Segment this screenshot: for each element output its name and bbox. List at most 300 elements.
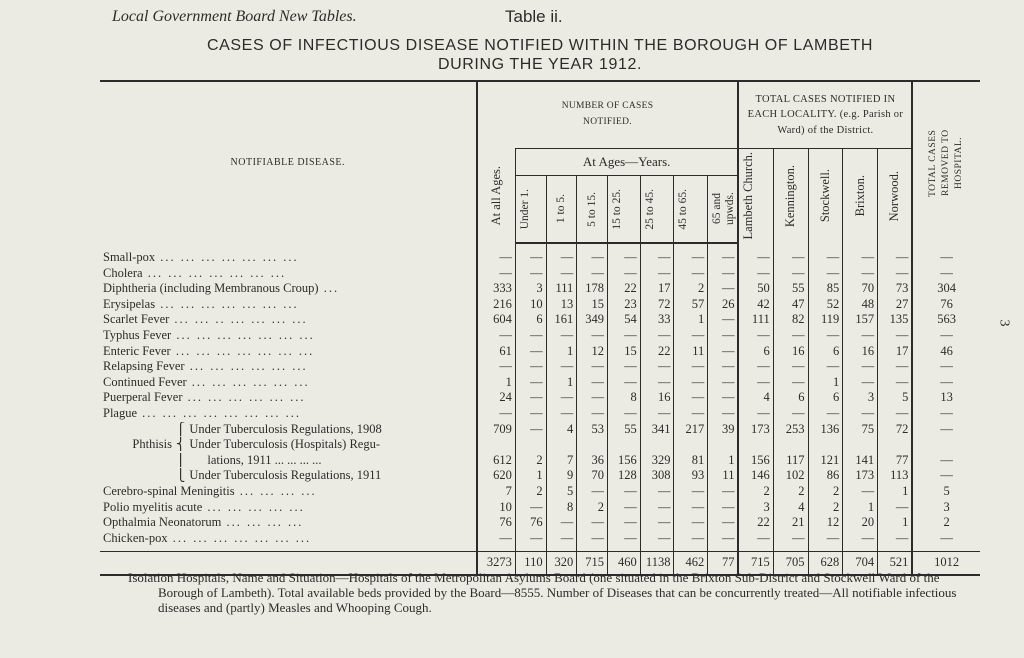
table-cell: — xyxy=(878,266,913,282)
table-cell: 563 xyxy=(912,312,980,328)
page-number: 3 xyxy=(996,319,1012,327)
table-cell: 2 xyxy=(674,281,708,297)
table-cell: 17 xyxy=(878,344,913,360)
table-cell: 10 xyxy=(515,297,546,313)
table-cell: — xyxy=(843,266,878,282)
table-cell: 304 xyxy=(912,281,980,297)
table-cell: — xyxy=(577,390,608,406)
table-cell: — xyxy=(808,531,843,547)
disease-name xyxy=(100,468,477,484)
table-cell: 3 xyxy=(515,281,546,297)
table-cell: 70 xyxy=(577,468,608,484)
table-cell: — xyxy=(640,375,674,391)
disease-label: Relapsing Fever xyxy=(103,359,185,374)
table-cell: — xyxy=(607,531,640,547)
table-cell: 12 xyxy=(577,344,608,360)
table-cell: — xyxy=(708,359,739,375)
table-cell: 16 xyxy=(640,390,674,406)
spacer-cell xyxy=(607,243,640,250)
table-cell: 85 xyxy=(808,281,843,297)
table-cell: — xyxy=(515,406,546,422)
table-cell: 52 xyxy=(808,297,843,313)
locality-stockwell-header: Stockwell. xyxy=(808,149,843,244)
table-cell: 53 xyxy=(577,422,608,438)
table-cell: — xyxy=(738,359,773,375)
table-cell: — xyxy=(738,531,773,547)
table-cell: — xyxy=(577,328,608,344)
table-cell: — xyxy=(843,406,878,422)
table-cell: — xyxy=(607,328,640,344)
table-cell: — xyxy=(878,406,913,422)
table-cell: 8 xyxy=(607,390,640,406)
number-group-header: NUMBER OF CASES NOTIFIED. xyxy=(477,81,739,149)
table-cell: 72 xyxy=(878,422,913,438)
disease-name xyxy=(100,375,477,391)
table-cell xyxy=(607,437,640,453)
table-cell: — xyxy=(773,531,808,547)
table-cell xyxy=(640,437,674,453)
table-cell: — xyxy=(708,312,739,328)
spacer-cell xyxy=(515,243,546,250)
table-row xyxy=(100,437,980,453)
table-cell: — xyxy=(843,250,878,266)
table-cell: — xyxy=(808,359,843,375)
table-cell: — xyxy=(773,406,808,422)
age-band-header: Under 1. xyxy=(515,176,546,244)
spacer-cell xyxy=(674,243,708,250)
table-row xyxy=(100,453,980,469)
brace-glyph: ⎨ xyxy=(176,437,186,452)
leader-dots: ... ... ... ... ... ... ... xyxy=(170,343,315,358)
table-cell: — xyxy=(577,531,608,547)
leader-dots: ... ... ... ... ... ... ... xyxy=(155,250,299,264)
table-cell: 72 xyxy=(640,297,674,313)
table-cell: — xyxy=(546,266,577,282)
table-cell: — xyxy=(708,266,739,282)
table-cell: 604 xyxy=(477,312,516,328)
table-cell: — xyxy=(912,422,980,438)
table-cell: 136 xyxy=(808,422,843,438)
table-cell: 7 xyxy=(477,484,516,500)
table-cell: 8 xyxy=(546,500,577,516)
table-cell: — xyxy=(843,375,878,391)
title-line-1: CASES OF INFECTIOUS DISEASE NOTIFIED WITHIN THE BOROUGH OF LAMBETH xyxy=(206,37,874,54)
table-cell: 46 xyxy=(912,344,980,360)
table-row xyxy=(100,375,980,391)
brace-glyph: ⎩ xyxy=(176,468,186,483)
table-cell: 1012 xyxy=(912,552,980,576)
table-cell: 2 xyxy=(912,515,980,531)
table-cell: 628 xyxy=(808,552,843,576)
table-cell: 3 xyxy=(738,500,773,516)
table-cell: — xyxy=(607,250,640,266)
table-cell: — xyxy=(878,359,913,375)
table-cell: 1 xyxy=(546,344,577,360)
locality-brixton-header: Brixton. xyxy=(843,149,878,244)
table-row xyxy=(100,515,980,531)
table-cell: 715 xyxy=(738,552,773,576)
all-ages-header: At all Ages. xyxy=(477,149,516,244)
table-cell: 2 xyxy=(808,484,843,500)
table-cell: 157 xyxy=(843,312,878,328)
table-cell: — xyxy=(640,328,674,344)
table-cell: — xyxy=(912,328,980,344)
disease-label: Continued Fever xyxy=(103,374,187,389)
brace-glyph: ⎧ xyxy=(176,421,186,436)
spacer-cell xyxy=(808,243,843,250)
table-cell: — xyxy=(477,531,516,547)
table-cell: — xyxy=(773,266,808,282)
table-cell: 2 xyxy=(515,484,546,500)
leader-dots: ... ... ... ... ... ... ... xyxy=(142,265,287,280)
table-cell: 21 xyxy=(773,515,808,531)
table-cell: 9 xyxy=(546,468,577,484)
table-cell: 36 xyxy=(577,453,608,469)
locality-group-header: TOTAL CASES NOTIFIED IN EACH LOCALITY. (e.g. Parish or Ward) of the District. xyxy=(738,81,912,149)
table-cell: — xyxy=(708,515,739,531)
table-cell: — xyxy=(477,359,516,375)
table-cell: 612 xyxy=(477,453,516,469)
spacer-cell xyxy=(843,243,878,250)
table-cell: 173 xyxy=(738,422,773,438)
table-cell: 1 xyxy=(515,468,546,484)
table-cell: — xyxy=(674,515,708,531)
table-cell: — xyxy=(674,484,708,500)
leader-dots: ... xyxy=(318,281,340,296)
table-cell: — xyxy=(773,328,808,344)
table-cell: — xyxy=(640,515,674,531)
table-cell: 39 xyxy=(708,422,739,438)
document-title xyxy=(100,36,980,74)
table-cell: — xyxy=(546,328,577,344)
phthisis-sub-label: Under Tuberculosis Regulations, 1908 xyxy=(189,421,382,436)
disease-table xyxy=(100,80,980,576)
table-cell: 3 xyxy=(843,390,878,406)
leader-dots: ... ... ... ... xyxy=(221,515,304,530)
table-cell: 110 xyxy=(515,552,546,576)
table-cell: 6 xyxy=(808,390,843,406)
table-cell: — xyxy=(546,515,577,531)
table-cell: 1 xyxy=(808,375,843,391)
disease-name xyxy=(100,484,477,500)
phthisis-sub-label: Under Tuberculosis (Hospitals) Regu- xyxy=(189,437,380,452)
disease-name xyxy=(100,531,477,547)
table-cell: 55 xyxy=(607,422,640,438)
table-row xyxy=(100,531,980,547)
table-cell: 6 xyxy=(808,344,843,360)
table-cell: 61 xyxy=(477,344,516,360)
table-cell: — xyxy=(808,328,843,344)
disease-name xyxy=(100,281,477,297)
table-cell: 42 xyxy=(738,297,773,313)
table-cell: 320 xyxy=(546,552,577,576)
table-cell: 146 xyxy=(738,468,773,484)
table-cell: — xyxy=(912,406,980,422)
table-cell: 308 xyxy=(640,468,674,484)
table-cell: 15 xyxy=(577,297,608,313)
table-cell: 521 xyxy=(878,552,913,576)
title-line-2: DURING THE YEAR 1912. xyxy=(437,56,643,73)
table-cell: 1 xyxy=(878,484,913,500)
disease-label: Diphtheria (including Membranous Croup) xyxy=(103,281,319,296)
table-cell: — xyxy=(708,328,739,344)
table-cell: 6 xyxy=(515,312,546,328)
table-cell: 26 xyxy=(708,297,739,313)
table-cell: — xyxy=(577,250,608,266)
disease-name xyxy=(100,390,477,406)
table-cell: — xyxy=(607,500,640,516)
disease-name xyxy=(100,453,477,469)
table-cell: 1 xyxy=(878,515,913,531)
table-cell: — xyxy=(843,484,878,500)
footnote-text: Isolation Hospitals, Name and Situation—Hospitals of the Metropolitan Asylums Board (one situated in the Brixton Sub-District and Stockwell Ward of the Borough of Lambeth). Total available beds provided by the Board—8555. Number of Diseases that can be concurrently treated—All notifiable infectious diseases and (partly) Measles and Whooping Cough. xyxy=(128,570,957,615)
table-cell: — xyxy=(708,344,739,360)
table-cell: — xyxy=(738,266,773,282)
table-cell: 17 xyxy=(640,281,674,297)
table-cell: — xyxy=(708,250,739,266)
table-cell: — xyxy=(738,250,773,266)
table-cell: — xyxy=(640,531,674,547)
table-cell: 77 xyxy=(878,453,913,469)
table-cell: — xyxy=(515,422,546,438)
age-band-header: 45 to 65. xyxy=(674,176,708,244)
table-cell: 178 xyxy=(577,281,608,297)
table-cell: 161 xyxy=(546,312,577,328)
table-cell: — xyxy=(738,406,773,422)
header-source: Local Government Board New Tables. xyxy=(112,8,357,25)
age-band-header: 65 and upwds. xyxy=(708,176,739,244)
table-cell: 86 xyxy=(808,468,843,484)
table-row xyxy=(100,297,980,313)
table-cell: 117 xyxy=(773,453,808,469)
table-cell: 93 xyxy=(674,468,708,484)
disease-name xyxy=(100,266,477,282)
table-cell: — xyxy=(607,515,640,531)
table-cell: 2 xyxy=(515,453,546,469)
table-cell: 217 xyxy=(674,422,708,438)
table-cell: — xyxy=(640,406,674,422)
table-cell: — xyxy=(477,328,516,344)
table-cell: — xyxy=(640,359,674,375)
table-cell: 48 xyxy=(843,297,878,313)
table-cell: 13 xyxy=(912,390,980,406)
locality-lambeth-header: Lambeth Church. xyxy=(738,149,773,244)
disease-name xyxy=(100,359,477,375)
table-cell: 4 xyxy=(773,500,808,516)
table-cell: 2 xyxy=(738,484,773,500)
table-cell: 128 xyxy=(607,468,640,484)
leader-dots: ... ... ... ... ... ... xyxy=(186,374,310,389)
table-cell: 121 xyxy=(808,453,843,469)
table-cell: — xyxy=(808,250,843,266)
disease-label: Cholera xyxy=(103,265,143,280)
table-cell: 349 xyxy=(577,312,608,328)
disease-label: Opthalmia Neonatorum xyxy=(103,515,222,530)
table-cell: — xyxy=(773,250,808,266)
table-cell: 620 xyxy=(477,468,516,484)
table-cell: 709 xyxy=(477,422,516,438)
age-band-header: 15 to 25. xyxy=(607,176,640,244)
table-cell: 76 xyxy=(912,297,980,313)
phthisis-sub-label: Under Tuberculosis Regulations, 1911 xyxy=(189,468,382,483)
table-cell: — xyxy=(674,266,708,282)
leader-dots: ... ... ... ... ... ... ... ... xyxy=(137,405,302,420)
table-cell: 1 xyxy=(708,453,739,469)
table-cell xyxy=(708,437,739,453)
table-cell: 333 xyxy=(477,281,516,297)
table-cell: 173 xyxy=(843,468,878,484)
disease-name xyxy=(100,500,477,516)
table-cell: — xyxy=(878,250,913,266)
table-cell: 33 xyxy=(640,312,674,328)
table-cell: — xyxy=(515,531,546,547)
table-cell xyxy=(477,437,516,453)
table-cell: 57 xyxy=(674,297,708,313)
table-cell: — xyxy=(912,468,980,484)
table-cell: — xyxy=(738,328,773,344)
table-cell: 81 xyxy=(674,453,708,469)
disease-label: Plague xyxy=(103,405,138,420)
table-cell: — xyxy=(843,328,878,344)
table-cell: — xyxy=(912,531,980,547)
table-cell: — xyxy=(878,328,913,344)
locality-norwood-header: Norwood. xyxy=(878,149,913,244)
table-cell: — xyxy=(808,406,843,422)
table-row xyxy=(100,266,980,282)
table-cell: 2 xyxy=(808,500,843,516)
leader-dots: ... ... ... ... ... ... xyxy=(184,359,308,374)
table-cell: — xyxy=(577,375,608,391)
table-row xyxy=(100,422,980,438)
table-cell: 6 xyxy=(738,344,773,360)
table-cell: — xyxy=(515,250,546,266)
table-cell: 76 xyxy=(515,515,546,531)
table-cell: 1 xyxy=(477,375,516,391)
table-cell: — xyxy=(577,515,608,531)
table-cell: — xyxy=(477,266,516,282)
table-cell: — xyxy=(674,250,708,266)
table-cell xyxy=(674,437,708,453)
disease-name xyxy=(100,515,477,531)
table-cell: 75 xyxy=(843,422,878,438)
spacer-cell xyxy=(577,243,608,250)
table-cell: 5 xyxy=(912,484,980,500)
table-cell: 20 xyxy=(843,515,878,531)
table-cell: — xyxy=(912,250,980,266)
table-cell: 156 xyxy=(738,453,773,469)
table-cell: 460 xyxy=(607,552,640,576)
spacer-cell xyxy=(477,243,516,250)
at-ages-header: At Ages—Years. xyxy=(515,149,738,176)
disease-name xyxy=(100,422,477,438)
table-cell: — xyxy=(515,359,546,375)
table-cell xyxy=(773,437,808,453)
table-cell: 15 xyxy=(607,344,640,360)
leader-dots: ... ... ... ... ... ... ... xyxy=(171,327,315,342)
table-cell: 216 xyxy=(477,297,516,313)
table-cell: 2 xyxy=(577,500,608,516)
table-row xyxy=(100,359,980,375)
table-cell: — xyxy=(546,406,577,422)
page-header xyxy=(112,8,982,26)
table-cell: 111 xyxy=(738,312,773,328)
table-cell: — xyxy=(878,375,913,391)
disease-name xyxy=(100,344,477,360)
table-cell: — xyxy=(912,266,980,282)
table-cell: 705 xyxy=(773,552,808,576)
disease-label: Erysipelas xyxy=(103,296,156,311)
table-cell: 111 xyxy=(546,281,577,297)
table-cell: — xyxy=(577,406,608,422)
table-cell: — xyxy=(878,531,913,547)
table-cell: 23 xyxy=(607,297,640,313)
leader-dots: ... ... ... ... ... ... xyxy=(182,390,306,405)
table-cell: 50 xyxy=(738,281,773,297)
spacer-cell xyxy=(773,243,808,250)
spacer-cell xyxy=(100,243,477,250)
table-row xyxy=(100,484,980,500)
table-cell: 4 xyxy=(738,390,773,406)
table-cell: — xyxy=(607,266,640,282)
table-cell: 12 xyxy=(808,515,843,531)
phthisis-label: Phthisis xyxy=(132,437,172,452)
spacer-cell xyxy=(708,243,739,250)
table-cell: — xyxy=(843,359,878,375)
table-cell: 27 xyxy=(878,297,913,313)
table-cell: — xyxy=(674,328,708,344)
table-cell: — xyxy=(640,500,674,516)
spacer-cell xyxy=(878,243,913,250)
table-cell: 16 xyxy=(773,344,808,360)
table-cell: 156 xyxy=(607,453,640,469)
table-cell: — xyxy=(708,531,739,547)
table-cell: — xyxy=(477,250,516,266)
table-cell: 11 xyxy=(674,344,708,360)
table-cell: 77 xyxy=(708,552,739,576)
table-cell: — xyxy=(607,484,640,500)
table-label: Table ii. xyxy=(505,7,563,26)
disease-label: Scarlet Fever xyxy=(103,312,170,327)
table-row xyxy=(100,468,980,484)
table-cell: — xyxy=(577,484,608,500)
table-cell: 341 xyxy=(640,422,674,438)
table-cell: 5 xyxy=(878,390,913,406)
table-cell: — xyxy=(546,250,577,266)
table-cell: 3 xyxy=(912,500,980,516)
disease-column-header: NOTIFIABLE DISEASE. xyxy=(230,156,346,168)
table-cell: 54 xyxy=(607,312,640,328)
disease-name xyxy=(100,406,477,422)
table-cell: — xyxy=(912,375,980,391)
table-cell: — xyxy=(546,531,577,547)
table-cell xyxy=(577,437,608,453)
table-cell: 70 xyxy=(843,281,878,297)
table-cell: 715 xyxy=(577,552,608,576)
table-cell: — xyxy=(546,359,577,375)
disease-label: Enteric Fever xyxy=(103,343,171,358)
table-body xyxy=(100,243,980,575)
disease-name xyxy=(100,250,477,266)
table-cell: — xyxy=(708,390,739,406)
table-cell: — xyxy=(674,500,708,516)
table-cell: — xyxy=(708,281,739,297)
table-cell: — xyxy=(577,359,608,375)
table-cell: — xyxy=(640,484,674,500)
table-cell: 135 xyxy=(878,312,913,328)
table-cell xyxy=(843,437,878,453)
table-cell: — xyxy=(912,359,980,375)
table-cell: — xyxy=(708,484,739,500)
